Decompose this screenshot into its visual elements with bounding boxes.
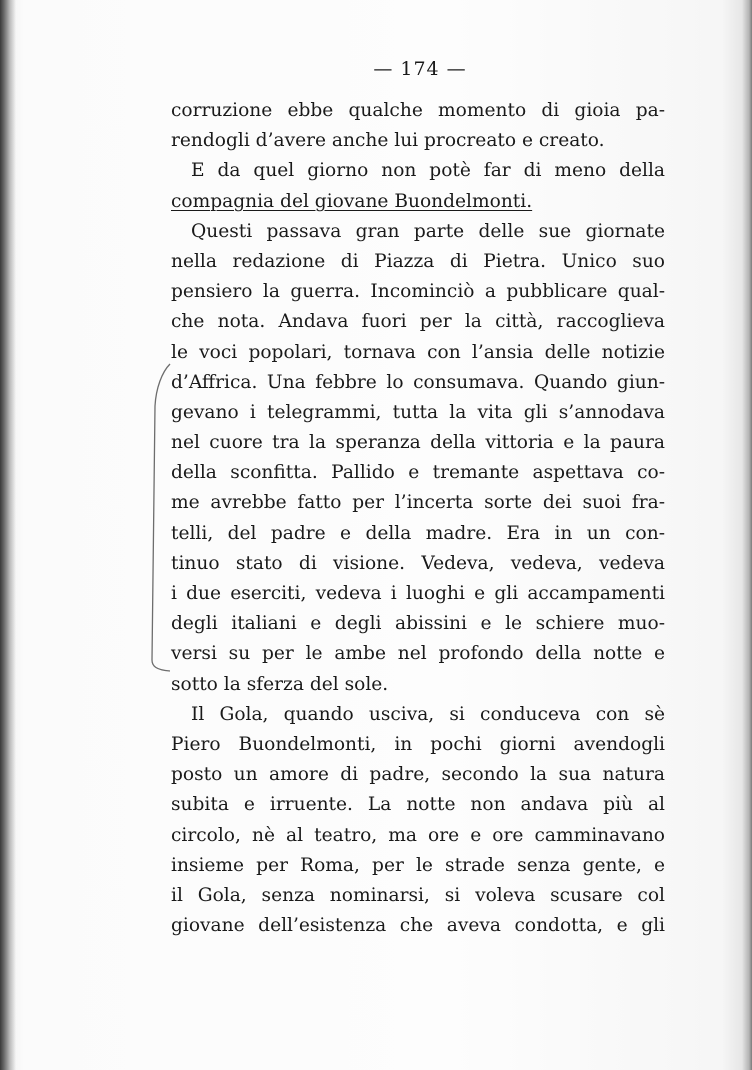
text-line: telli, del padre e della madre. Era in un con- (171, 522, 665, 544)
text-line: circolo, nè al teatro, ma ore e ore camminavano (171, 824, 665, 846)
text-line: tinuo stato di visione. Vedeva, vedeva, vedeva (171, 552, 665, 574)
text-line: Questi passava gran parte delle sue giornate (191, 220, 665, 242)
text-line: della sconfitta. Pallido e tremante aspettava co- (171, 462, 665, 484)
text-line: d’Affrica. Una febbre lo consumava. Quando giun- (171, 371, 665, 393)
text-line: sotto la sferza del sole. (171, 673, 389, 695)
page-number: — 174 — (373, 58, 467, 80)
text-line: i due eserciti, vedeva i luoghi e gli accampamenti (171, 583, 665, 604)
page-edge-shadow (742, 0, 752, 1070)
text-line: posto un amore di padre, secondo la sua natura (171, 764, 665, 786)
text-line: che nota. Andava fuori per la città, raccoglieva (171, 311, 665, 333)
text-line: E da quel giorno non potè far di meno della (191, 160, 665, 182)
text-line: le voci popolari, tornava con l’ansia delle notizie (171, 341, 665, 363)
text-line: degli italiani e degli abissini e le schiere muo- (171, 613, 665, 635)
pencil-bracket-mark (150, 360, 172, 672)
text-line: nel cuore tra la speranza della vittoria e la paura (171, 432, 665, 454)
text-line: rendogli d’avere anche lui procreato e creato. (171, 130, 605, 152)
text-line: il Gola, senza nominarsi, si voleva scusare col (171, 884, 665, 906)
text-line: Piero Buondelmonti, in pochi giorni avendogli (171, 733, 665, 755)
text-line: me avrebbe fatto per l’incerta sorte dei suoi fra- (171, 492, 665, 514)
text-line: pensiero la guerra. Incominciò a pubblicare qual- (171, 281, 665, 303)
text-line: subita e irruente. La notte non andava più al (171, 794, 665, 816)
book-spine-shadow (0, 0, 16, 1070)
text-line: nella redazione di Piazza di Pietra. Unico suo (171, 250, 665, 272)
text-line: insieme per Roma, per le strade senza gente, e (171, 854, 665, 876)
text-line: Il Gola, quando usciva, si conduceva con sè (191, 703, 665, 725)
text-line: corruzione ebbe qualche momento di gioia pa- (171, 100, 665, 121)
body-text (171, 96, 665, 941)
text-line: versi su per le ambe nel profondo della notte e (171, 643, 665, 665)
text-line: gevano i telegrammi, tutta la vita gli s’annodava (171, 401, 665, 423)
text-line: compagnia del giovane Buondelmonti. (171, 190, 533, 212)
text-line: giovane dell’esistenza che aveva condotta, e gli (171, 915, 665, 937)
